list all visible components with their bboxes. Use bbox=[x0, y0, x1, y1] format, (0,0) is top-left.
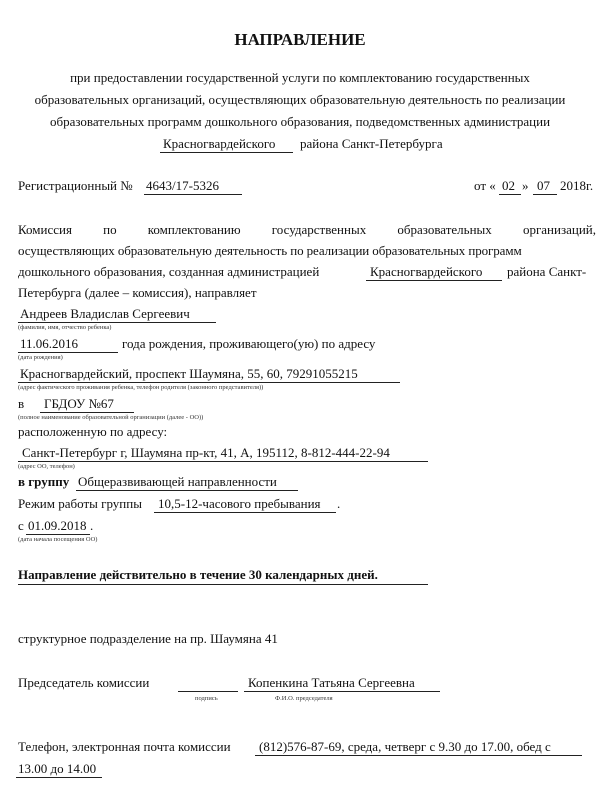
group-type-underline bbox=[76, 490, 298, 491]
organization-name: ГБДОУ №67 bbox=[44, 396, 114, 411]
subtitle-district: Красногвардейского bbox=[163, 136, 276, 151]
department: структурное подразделение на пр. Шаумяна 41 bbox=[18, 631, 278, 646]
registration-number: 4643/17-5326 bbox=[146, 178, 219, 193]
registration-day-underline bbox=[499, 194, 521, 195]
contacts-value-underline-2 bbox=[16, 777, 102, 778]
group-mode-end: . bbox=[337, 496, 341, 511]
validity-notice: Направление действительно в течение 30 календарных дней. bbox=[18, 567, 378, 582]
signature-caption: подпись bbox=[195, 695, 218, 702]
chairman-label: Председатель комиссии bbox=[18, 675, 150, 690]
contacts-value-line-1: (812)576-87-69, среда, четверг с 9.30 до 17.00, обед с bbox=[259, 739, 551, 754]
contacts-value-underline-1 bbox=[255, 755, 582, 756]
organization-located-label: расположенную по адресу: bbox=[18, 424, 168, 439]
child-birth-suffix: года рождения, проживающего(ую) по адресу bbox=[122, 336, 376, 351]
registration-month-underline bbox=[533, 194, 557, 195]
group-label: в группу bbox=[18, 474, 70, 489]
body-line-2: осуществляющих образовательную деятельность по реализации образовательных программ bbox=[18, 243, 522, 258]
contacts-label: Телефон, электронная почта комиссии bbox=[18, 739, 231, 754]
child-address: Красногвардейский, проспект Шаумяна, 55, 60, 79291055215 bbox=[20, 366, 358, 381]
registration-date-mid: » bbox=[522, 178, 529, 193]
subtitle-line-1: при предоставлении государственной услуги по комплектованию государственных bbox=[70, 70, 530, 85]
registration-number-underline bbox=[144, 194, 242, 195]
registration-year: 2018г. bbox=[560, 178, 594, 193]
registration-month: 07 bbox=[537, 178, 550, 193]
signature-line bbox=[178, 691, 238, 692]
chairman-name-underline bbox=[244, 691, 440, 692]
body-line-1: Комиссия по комплектованию государственных образовательных организаций, bbox=[18, 222, 596, 237]
group-type: Общеразвивающей направленности bbox=[78, 474, 277, 489]
subtitle-line-4: района Санкт-Петербурга bbox=[300, 136, 443, 151]
organization-name-caption: (полное наименование образовательной организации (далее - ОО)) bbox=[18, 414, 204, 421]
child-name-underline bbox=[18, 322, 216, 323]
contacts-value-line-2: 13.00 до 14.00 bbox=[18, 761, 97, 776]
registration-label: Регистрационный № bbox=[18, 178, 133, 193]
child-birth-date: 11.06.2016 bbox=[20, 336, 79, 351]
chairman-name-caption: Ф.И.О. председателя bbox=[275, 695, 333, 702]
body-line-4: Петербурга (далее – комиссия), направляет bbox=[18, 285, 257, 300]
body-line-3-prefix: дошкольного образования, созданная администрацией bbox=[18, 264, 320, 279]
chairman-name: Копенкина Татьяна Сергеевна bbox=[248, 675, 415, 690]
subtitle-district-underline bbox=[160, 152, 293, 153]
child-birth-caption: (дата рождения) bbox=[18, 354, 63, 361]
group-start-caption: (дата начала посещения ОО) bbox=[18, 536, 98, 543]
document-title: НАПРАВЛЕНИЕ bbox=[234, 30, 366, 49]
organization-address: Санкт-Петербург г, Шаумяна пр-кт, 41, А, 195112, 8-812-444-22-94 bbox=[22, 445, 390, 460]
group-mode: 10,5-12-часового пребывания bbox=[158, 496, 321, 511]
body-district: Красногвардейского bbox=[370, 264, 483, 279]
group-start-date-underline bbox=[26, 534, 90, 535]
organization-address-underline bbox=[18, 461, 428, 462]
subtitle-line-2: образовательных организаций, осуществляющих образовательную деятельность по реализации bbox=[34, 92, 566, 107]
child-name: Андреев Владислав Сергеевич bbox=[20, 306, 190, 321]
group-from-label: с bbox=[18, 518, 24, 533]
group-mode-underline bbox=[154, 512, 336, 513]
subtitle-line-3: образовательных программ дошкольного образования, подведомственных администрации bbox=[49, 114, 551, 129]
child-address-caption: (адрес фактического проживания ребенка, телефон родителя (законного представителя)) bbox=[18, 384, 264, 391]
child-birth-date-underline bbox=[18, 352, 118, 353]
group-start-date: 01.09.2018 bbox=[28, 518, 87, 533]
registration-date-prefix: от « bbox=[474, 178, 496, 193]
child-address-underline bbox=[18, 382, 400, 383]
group-mode-label: Режим работы группы bbox=[18, 496, 142, 511]
registration-day: 02 bbox=[502, 178, 515, 193]
child-name-caption: (фамилия, имя, отчество ребенка) bbox=[18, 324, 112, 331]
validity-notice-underline bbox=[18, 584, 428, 585]
body-line-3-suffix: района Санкт- bbox=[507, 264, 587, 279]
body-district-underline bbox=[366, 280, 502, 281]
group-start-end: . bbox=[90, 518, 94, 533]
organization-address-caption: (адрес ОО, телефон) bbox=[18, 463, 75, 470]
organization-prefix: в bbox=[18, 396, 25, 411]
organization-name-underline bbox=[40, 412, 134, 413]
